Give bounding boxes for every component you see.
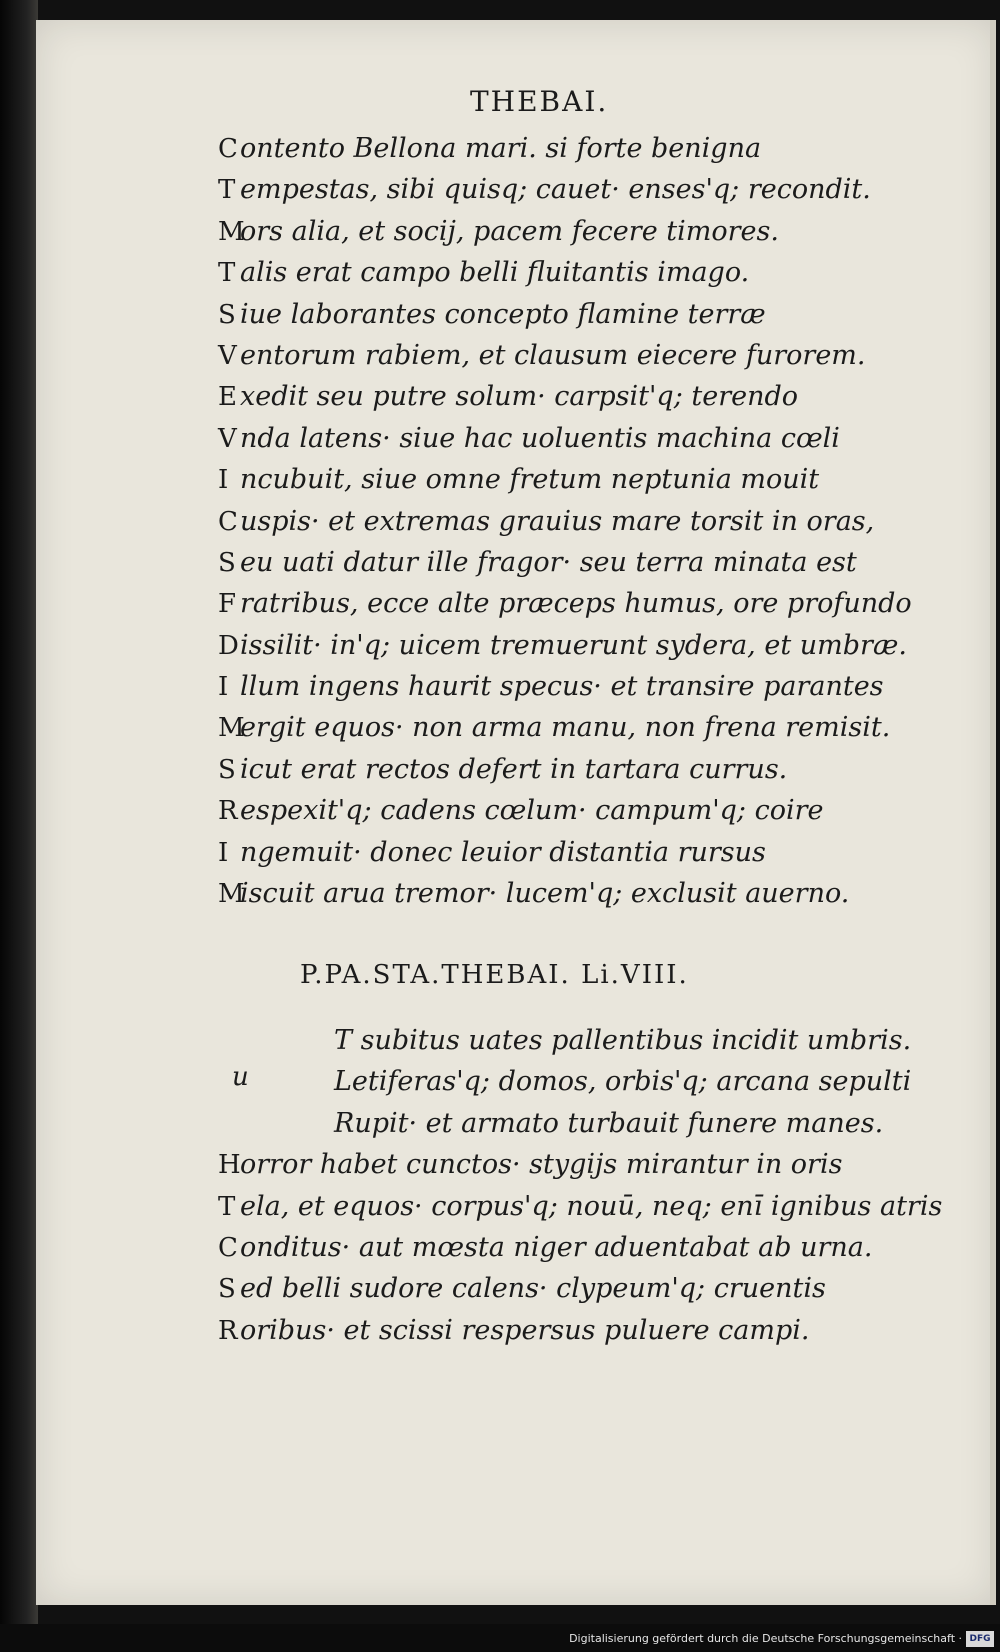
- verse-line: [218, 832, 918, 873]
- verse-line: [218, 376, 918, 417]
- verse-text: llum ingens haurit specus· et transire parantes: [240, 671, 884, 703]
- running-header: THEBAI.: [470, 85, 609, 118]
- verse-text: entorum rabiem, et clausum eiecere furorem.: [240, 339, 866, 371]
- verse-line: [218, 252, 918, 293]
- verse-text: ncubuit, siue omne fretum neptunia mouit: [240, 464, 820, 496]
- verse-text: orror habet cunctos· stygijs mirantur in oris: [240, 1149, 843, 1181]
- verse-line: [218, 501, 918, 542]
- verse-line: [218, 1144, 918, 1185]
- verse-initial: T: [218, 1191, 236, 1222]
- verse-line: Letiferas'q; domos, orbis'q; arcana sepulti: [334, 1066, 912, 1098]
- verse-initial: C: [218, 1232, 238, 1263]
- verse-line: [218, 1310, 918, 1351]
- digitization-footer: [0, 1624, 1000, 1652]
- verse-line: [218, 459, 918, 500]
- verse-text: icut erat rectos defert in tartara currus.: [240, 753, 788, 785]
- verse-line: [218, 169, 918, 210]
- verse-initial: E: [218, 382, 237, 413]
- verse-text: ontento Bellona mari. si forte benigna: [240, 133, 762, 164]
- verse-line: [218, 873, 918, 914]
- verse-initial: S: [218, 754, 236, 785]
- verse-initial: S: [218, 1274, 236, 1305]
- verse-text: ergit equos· non arma manu, non frena remisit.: [240, 712, 891, 744]
- verse-line: [218, 790, 918, 831]
- verse-line: [218, 418, 918, 459]
- verse-line: [218, 294, 918, 335]
- verse-initial: C: [218, 506, 238, 537]
- verse-initial: M: [218, 216, 245, 247]
- verse-initial: R: [218, 796, 238, 827]
- verse-text: eu uati datur ille fragor· seu terra minata est: [240, 546, 857, 578]
- section-title: P.PA.STA.THEBAI. Li.VIII.: [300, 960, 689, 990]
- verse-line: [218, 625, 918, 666]
- verse-line: [218, 335, 918, 376]
- verse-initial: T: [218, 258, 236, 289]
- verse-text: ngemuit· donec leuior distantia rursus: [240, 836, 766, 868]
- verse-line: [218, 749, 918, 790]
- verse-line: [218, 1268, 918, 1309]
- verse-line: [218, 707, 918, 748]
- verse-line: [218, 1186, 943, 1227]
- verse-text: ors alia, et socij, pacem fecere timores.: [240, 215, 779, 247]
- verse-line: [218, 583, 918, 624]
- verse-initial: C: [218, 134, 238, 164]
- verse-block-2: [218, 1020, 943, 1351]
- verse-initial: R: [218, 1315, 238, 1346]
- verse-line: [218, 666, 918, 707]
- verse-text: alis erat campo belli fluitantis imago.: [240, 257, 750, 289]
- verse-text: ela, et equos· corpus'q; nouū, neq; enī ignibus atris: [240, 1190, 943, 1222]
- verse-text: iscuit arua tremor· lucem'q; exclusit auerno.: [240, 878, 850, 910]
- verse-line: [218, 542, 918, 583]
- verse-initial: I: [218, 465, 229, 496]
- verse-block-1: [218, 128, 918, 914]
- verse-text: ratribus, ecce alte præceps humus, ore profundo: [240, 588, 912, 620]
- verse-line: [218, 1227, 918, 1268]
- page-edge: [990, 20, 996, 1605]
- verse-initial: I: [218, 837, 229, 868]
- verse-line: [218, 128, 918, 169]
- scan-left-border: [0, 0, 38, 1652]
- verse-initial: I: [218, 672, 229, 703]
- verse-initial: M: [218, 713, 245, 744]
- verse-initial: V: [218, 423, 237, 454]
- verse-text: onditus· aut mœsta niger aduentabat ab urna.: [240, 1231, 873, 1263]
- verse-text: espexit'q; cadens cœlum· campum'q; coire: [240, 795, 824, 827]
- funding-notice: Digitalisierung gefördert durch die Deutsche Forschungsgemeinschaft ·: [569, 1632, 962, 1645]
- verse-initial: S: [218, 547, 236, 578]
- verse-text: issilit· in'q; uicem tremuerunt sydera, et umbræ.: [240, 629, 907, 661]
- verse-initial: M: [218, 879, 245, 910]
- verse-text: empestas, sibi quisq; cauet· enses'q; recondit.: [240, 174, 871, 206]
- verse-initial: T: [218, 175, 236, 206]
- verse-initial: S: [218, 299, 236, 330]
- verse-text: nda latens· siue hac uoluentis machina cœli: [240, 422, 840, 454]
- verse-text: iue laborantes concepto flamine terræ: [240, 298, 766, 330]
- verse-text: xedit seu putre solum· carpsit'q; terendo: [240, 381, 799, 413]
- verse-initial: F: [218, 589, 237, 620]
- dfg-logo: DFG: [966, 1631, 994, 1647]
- verse-initial: H: [218, 1150, 241, 1181]
- verse-line: Rupit· et armato turbauit funere manes.: [334, 1107, 884, 1139]
- verse-line: T subitus uates pallentibus incidit umbris.: [334, 1025, 912, 1056]
- verse-text: ed belli sudore calens· clypeum'q; cruentis: [240, 1273, 826, 1305]
- verse-text: oribus· et scissi respersus puluere campi.: [240, 1314, 810, 1346]
- verse-text: uspis· et extremas grauius mare torsit in oras,: [240, 505, 875, 537]
- verse-initial: V: [218, 340, 237, 371]
- verse-initial: D: [218, 630, 239, 661]
- marginal-note: u: [232, 1062, 249, 1092]
- verse-line: [218, 211, 918, 252]
